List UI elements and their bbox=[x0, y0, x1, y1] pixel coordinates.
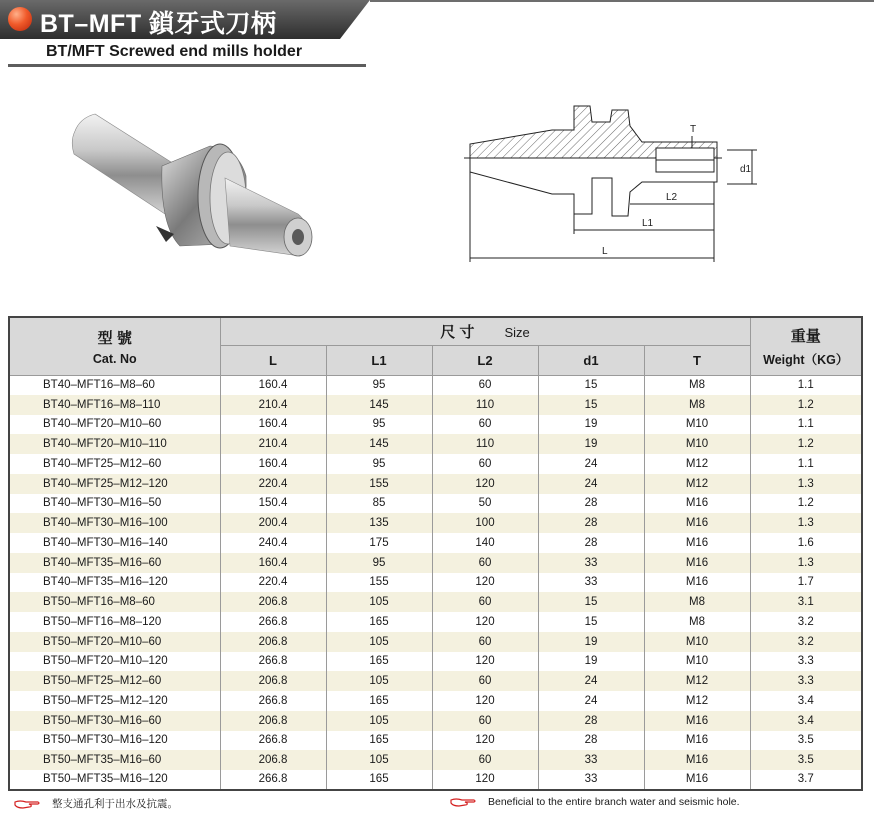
table-cell: 266.8 bbox=[220, 652, 326, 672]
table-cell: 210.4 bbox=[220, 395, 326, 415]
table-cell: 220.4 bbox=[220, 474, 326, 494]
cell-cat-no: BT50–MFT25–M12–60 bbox=[9, 671, 220, 691]
table-row bbox=[9, 671, 862, 691]
cell-cat-no: BT50–MFT35–M16–120 bbox=[9, 770, 220, 790]
table-cell: 165 bbox=[326, 731, 432, 751]
table-cell: 33 bbox=[538, 553, 644, 573]
table-cell: M16 bbox=[644, 770, 750, 790]
table-cell: M12 bbox=[644, 691, 750, 711]
table-cell: M12 bbox=[644, 671, 750, 691]
table-cell: 206.8 bbox=[220, 750, 326, 770]
table-cell: 165 bbox=[326, 691, 432, 711]
table-cell: 60 bbox=[432, 750, 538, 770]
pointing-hand-icon bbox=[14, 799, 40, 809]
cell-cat-no: BT40–MFT25–M12–60 bbox=[9, 454, 220, 474]
cell-cat-no: BT50–MFT16–M8–60 bbox=[9, 592, 220, 612]
table-cell: M8 bbox=[644, 612, 750, 632]
table-cell: 50 bbox=[432, 494, 538, 514]
cell-cat-no: BT40–MFT35–M16–120 bbox=[9, 573, 220, 593]
table-cell: 3.7 bbox=[750, 770, 862, 790]
table-cell: M16 bbox=[644, 553, 750, 573]
drawing-label-d1: d1 bbox=[740, 164, 752, 175]
table-cell: M8 bbox=[644, 375, 750, 395]
table-cell: M8 bbox=[644, 395, 750, 415]
table-cell: 19 bbox=[538, 652, 644, 672]
table-cell: 15 bbox=[538, 592, 644, 612]
table-cell: 110 bbox=[432, 395, 538, 415]
table-cell: 60 bbox=[432, 454, 538, 474]
table-cell: 19 bbox=[538, 434, 644, 454]
table-cell: 105 bbox=[326, 671, 432, 691]
cell-cat-no: BT50–MFT30–M16–120 bbox=[9, 731, 220, 751]
table-cell: M16 bbox=[644, 513, 750, 533]
table-cell: 24 bbox=[538, 454, 644, 474]
table-cell: 95 bbox=[326, 375, 432, 395]
table-cell: 95 bbox=[326, 415, 432, 435]
column-header-size: 尺 寸 Size bbox=[220, 317, 750, 345]
table-cell: 15 bbox=[538, 395, 644, 415]
subtitle-underline bbox=[8, 64, 366, 67]
table-cell: 120 bbox=[432, 731, 538, 751]
table-cell: 240.4 bbox=[220, 533, 326, 553]
table-cell: 95 bbox=[326, 553, 432, 573]
cell-cat-no: BT40–MFT30–M16–100 bbox=[9, 513, 220, 533]
table-cell: 28 bbox=[538, 533, 644, 553]
table-cell: M12 bbox=[644, 454, 750, 474]
cell-cat-no: BT50–MFT35–M16–60 bbox=[9, 750, 220, 770]
cell-cat-no: BT40–MFT35–M16–60 bbox=[9, 553, 220, 573]
table-cell: M16 bbox=[644, 711, 750, 731]
table-row bbox=[9, 731, 862, 751]
table-row bbox=[9, 415, 862, 435]
table-cell: 1.1 bbox=[750, 415, 862, 435]
table-cell: 266.8 bbox=[220, 691, 326, 711]
table-cell: 95 bbox=[326, 454, 432, 474]
red-ball-icon bbox=[8, 7, 32, 31]
table-cell: 266.8 bbox=[220, 612, 326, 632]
table-cell: 3.3 bbox=[750, 652, 862, 672]
table-cell: M10 bbox=[644, 652, 750, 672]
table-cell: M8 bbox=[644, 592, 750, 612]
table-cell: 60 bbox=[432, 415, 538, 435]
table-cell: 3.2 bbox=[750, 632, 862, 652]
table-cell: 3.4 bbox=[750, 711, 862, 731]
table-cell: 1.1 bbox=[750, 454, 862, 474]
table-cell: 28 bbox=[538, 494, 644, 514]
cell-cat-no: BT40–MFT30–M16–140 bbox=[9, 533, 220, 553]
table-cell: 150.4 bbox=[220, 494, 326, 514]
drawing-label-l2: L2 bbox=[666, 192, 678, 203]
technical-drawing bbox=[462, 96, 782, 268]
table-cell: 60 bbox=[432, 553, 538, 573]
table-cell: 220.4 bbox=[220, 573, 326, 593]
table-cell: 266.8 bbox=[220, 731, 326, 751]
cell-cat-no: BT40–MFT30–M16–50 bbox=[9, 494, 220, 514]
footnote-english bbox=[450, 796, 740, 808]
table-cell: 160.4 bbox=[220, 375, 326, 395]
table-cell: 120 bbox=[432, 691, 538, 711]
table-row bbox=[9, 395, 862, 415]
column-header-l: L bbox=[220, 345, 326, 375]
table-cell: M10 bbox=[644, 434, 750, 454]
table-cell: 120 bbox=[432, 573, 538, 593]
table-cell: 60 bbox=[432, 711, 538, 731]
table-cell: M16 bbox=[644, 750, 750, 770]
footnote-chinese bbox=[14, 796, 178, 811]
table-row bbox=[9, 652, 862, 672]
column-header-weight: 重量 Weight（KG） bbox=[750, 317, 862, 375]
table-cell: 145 bbox=[326, 434, 432, 454]
table-cell: 206.8 bbox=[220, 671, 326, 691]
table-cell: 3.5 bbox=[750, 731, 862, 751]
table-cell: 3.4 bbox=[750, 691, 862, 711]
table-cell: 165 bbox=[326, 612, 432, 632]
cell-cat-no: BT40–MFT20–M10–110 bbox=[9, 434, 220, 454]
table-cell: 60 bbox=[432, 592, 538, 612]
cell-cat-no: BT50–MFT16–M8–120 bbox=[9, 612, 220, 632]
table-row bbox=[9, 691, 862, 711]
footnote-english-text: Beneficial to the entire branch water and seismic hole. bbox=[488, 796, 740, 808]
drawing-label-l: L bbox=[602, 246, 608, 257]
table-cell: 33 bbox=[538, 750, 644, 770]
table-row bbox=[9, 494, 862, 514]
table-cell: 24 bbox=[538, 671, 644, 691]
table-row bbox=[9, 592, 862, 612]
table-row bbox=[9, 513, 862, 533]
table-row bbox=[9, 612, 862, 632]
table-row bbox=[9, 750, 862, 770]
table-cell: 60 bbox=[432, 632, 538, 652]
spec-table bbox=[8, 316, 863, 791]
table-cell: 206.8 bbox=[220, 711, 326, 731]
footnote-chinese-text: 整支通孔利于出水及抗震。 bbox=[52, 798, 178, 810]
header-rule bbox=[370, 0, 874, 2]
table-cell: 160.4 bbox=[220, 553, 326, 573]
cell-cat-no: BT40–MFT20–M10–60 bbox=[9, 415, 220, 435]
table-cell: 33 bbox=[538, 573, 644, 593]
table-row bbox=[9, 474, 862, 494]
table-cell: 1.3 bbox=[750, 553, 862, 573]
table-row bbox=[9, 573, 862, 593]
table-cell: 155 bbox=[326, 573, 432, 593]
cell-cat-no: BT50–MFT25–M12–120 bbox=[9, 691, 220, 711]
cell-cat-no: BT40–MFT25–M12–120 bbox=[9, 474, 220, 494]
table-cell: 160.4 bbox=[220, 415, 326, 435]
table-cell: 120 bbox=[432, 652, 538, 672]
table-row bbox=[9, 375, 862, 395]
cell-cat-no: BT50–MFT30–M16–60 bbox=[9, 711, 220, 731]
column-header-l2: L2 bbox=[432, 345, 538, 375]
table-cell: 206.8 bbox=[220, 592, 326, 612]
drawing-label-l1: L1 bbox=[642, 218, 654, 229]
table-cell: 145 bbox=[326, 395, 432, 415]
table-cell: 165 bbox=[326, 770, 432, 790]
table-cell: M16 bbox=[644, 533, 750, 553]
table-cell: 206.8 bbox=[220, 632, 326, 652]
pointing-hand-icon bbox=[450, 797, 476, 807]
table-cell: 1.2 bbox=[750, 494, 862, 514]
table-cell: 140 bbox=[432, 533, 538, 553]
table-cell: 110 bbox=[432, 434, 538, 454]
table-cell: 15 bbox=[538, 375, 644, 395]
column-header-t: T bbox=[644, 345, 750, 375]
table-cell: 19 bbox=[538, 632, 644, 652]
table-cell: M10 bbox=[644, 415, 750, 435]
table-cell: M12 bbox=[644, 474, 750, 494]
table-cell: 3.5 bbox=[750, 750, 862, 770]
page-title: BT–MFT 鎖牙式刀柄 bbox=[40, 10, 277, 38]
table-cell: 105 bbox=[326, 632, 432, 652]
product-photo bbox=[60, 96, 330, 276]
table-cell: 19 bbox=[538, 415, 644, 435]
table-cell: 200.4 bbox=[220, 513, 326, 533]
drawing-label-t: T bbox=[690, 124, 697, 135]
table-cell: 266.8 bbox=[220, 770, 326, 790]
table-cell: 135 bbox=[326, 513, 432, 533]
column-header-cat-no: 型 號 Cat. No bbox=[9, 317, 220, 375]
table-cell: 1.6 bbox=[750, 533, 862, 553]
table-cell: M16 bbox=[644, 573, 750, 593]
cell-cat-no: BT40–MFT16–M8–110 bbox=[9, 395, 220, 415]
table-cell: 120 bbox=[432, 770, 538, 790]
table-cell: M16 bbox=[644, 494, 750, 514]
table-cell: 3.1 bbox=[750, 592, 862, 612]
column-header-d1: d1 bbox=[538, 345, 644, 375]
table-row bbox=[9, 434, 862, 454]
table-cell: 105 bbox=[326, 750, 432, 770]
table-cell: 33 bbox=[538, 770, 644, 790]
table-cell: M10 bbox=[644, 632, 750, 652]
table-cell: 1.1 bbox=[750, 375, 862, 395]
cell-cat-no: BT50–MFT20–M10–60 bbox=[9, 632, 220, 652]
table-row bbox=[9, 454, 862, 474]
table-cell: 120 bbox=[432, 612, 538, 632]
table-cell: 1.2 bbox=[750, 434, 862, 454]
column-header-l1: L1 bbox=[326, 345, 432, 375]
table-row bbox=[9, 770, 862, 790]
table-cell: 160.4 bbox=[220, 454, 326, 474]
table-cell: 3.2 bbox=[750, 612, 862, 632]
header-banner bbox=[0, 0, 370, 39]
table-row bbox=[9, 711, 862, 731]
table-cell: 1.7 bbox=[750, 573, 862, 593]
table-cell: 210.4 bbox=[220, 434, 326, 454]
cell-cat-no: BT40–MFT16–M8–60 bbox=[9, 375, 220, 395]
table-cell: 28 bbox=[538, 711, 644, 731]
table-cell: 3.3 bbox=[750, 671, 862, 691]
table-cell: 24 bbox=[538, 474, 644, 494]
table-cell: 105 bbox=[326, 592, 432, 612]
table-cell: 60 bbox=[432, 375, 538, 395]
table-row bbox=[9, 632, 862, 652]
table-cell: 24 bbox=[538, 691, 644, 711]
table-cell: 15 bbox=[538, 612, 644, 632]
cell-cat-no: BT50–MFT20–M10–120 bbox=[9, 652, 220, 672]
table-cell: M16 bbox=[644, 731, 750, 751]
table-cell: 1.3 bbox=[750, 474, 862, 494]
table-cell: 60 bbox=[432, 671, 538, 691]
table-cell: 155 bbox=[326, 474, 432, 494]
table-cell: 105 bbox=[326, 711, 432, 731]
table-cell: 100 bbox=[432, 513, 538, 533]
page-subtitle: BT/MFT Screwed end mills holder bbox=[46, 43, 303, 60]
table-cell: 175 bbox=[326, 533, 432, 553]
table-cell: 85 bbox=[326, 494, 432, 514]
table-row bbox=[9, 553, 862, 573]
spec-table-body bbox=[9, 375, 862, 790]
table-row bbox=[9, 533, 862, 553]
table-cell: 120 bbox=[432, 474, 538, 494]
table-cell: 28 bbox=[538, 731, 644, 751]
table-cell: 1.3 bbox=[750, 513, 862, 533]
table-cell: 1.2 bbox=[750, 395, 862, 415]
table-cell: 28 bbox=[538, 513, 644, 533]
table-cell: 165 bbox=[326, 652, 432, 672]
